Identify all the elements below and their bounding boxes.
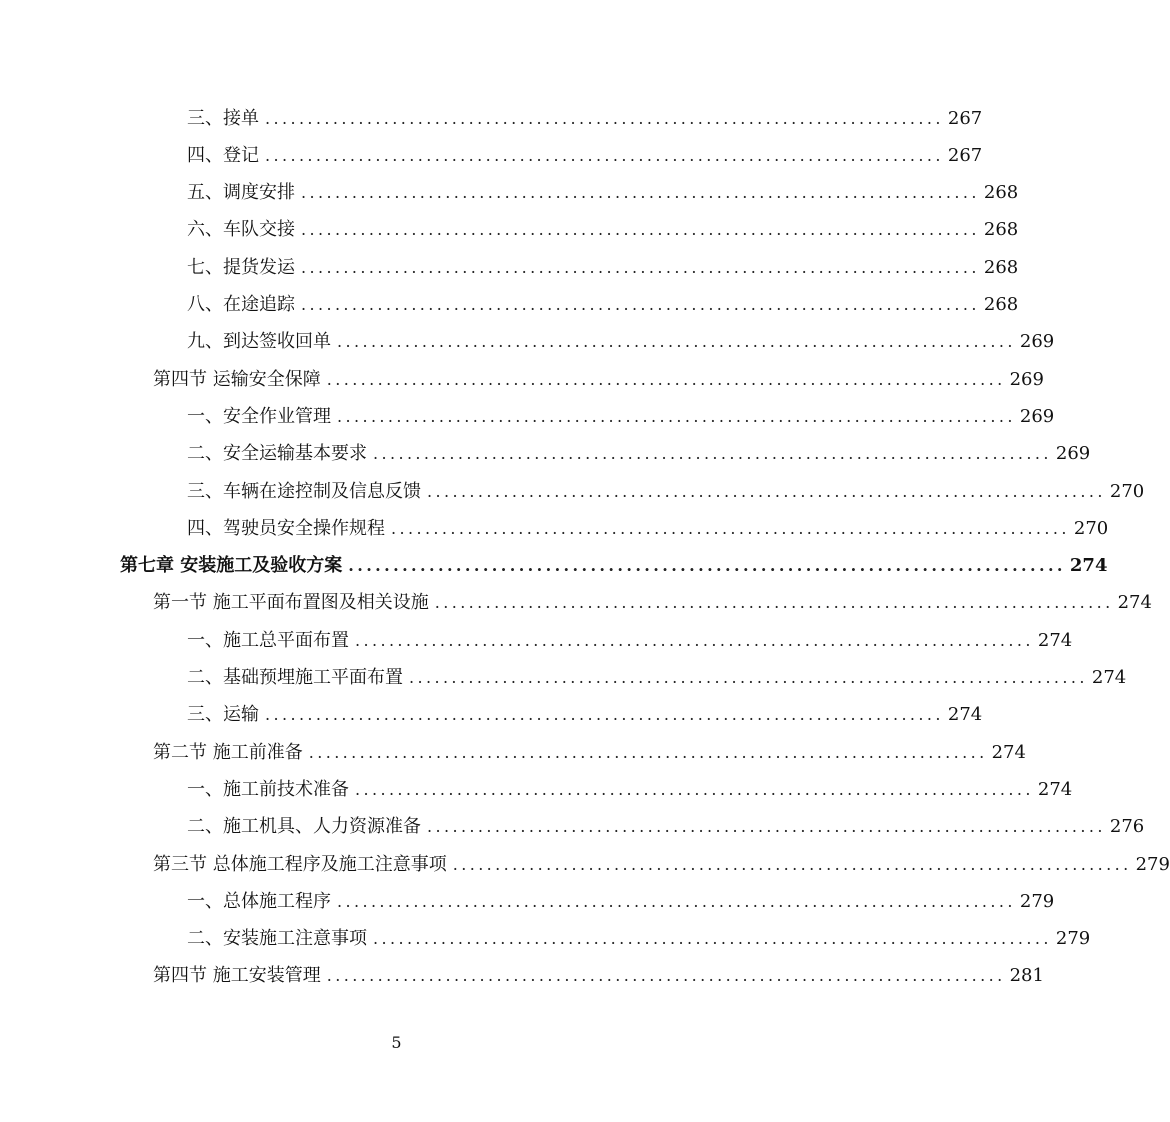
toc-entry-label: 三、运输 (187, 704, 259, 726)
toc-leader-dots: ................................................................................ (326, 966, 1006, 986)
toc-entry[interactable] (187, 473, 1145, 510)
toc-entry-page: 274 (947, 704, 983, 726)
toc-entry-label: 第二节 施工前准备 (153, 741, 303, 763)
toc-entry-label: 第四节 运输安全保障 (153, 368, 321, 390)
toc-entry-label: 二、基础预埋施工平面布置 (187, 667, 403, 688)
toc-leader-dots: ................................................................................ (373, 444, 1052, 464)
toc-entry-page: 269 (1019, 405, 1055, 427)
toc-entry[interactable] (153, 958, 1044, 995)
toc-entry[interactable] (153, 846, 1170, 883)
toc-leader-dots: ................................................................................ (265, 145, 944, 165)
toc-entry-page: 279 (1135, 853, 1170, 875)
toc-entry-page: 269 (1055, 443, 1091, 465)
toc-entry-page: 276 (1109, 816, 1145, 838)
toc-entry-page: 279 (1019, 890, 1055, 912)
toc-entry-label: 第一节 施工平面布置图及相关设施 (153, 592, 429, 614)
toc-entry-label: 第三节 总体施工程序及施工注意事项 (153, 853, 447, 875)
toc-entry-label: 四、登记 (187, 144, 259, 166)
toc-entry[interactable] (187, 697, 983, 734)
toc-entry-page: 274 (1091, 667, 1127, 688)
toc-entry[interactable] (153, 734, 1026, 771)
toc-leader-dots: ................................................................................ (409, 668, 1088, 687)
toc-leader-dots: ................................................................................ (427, 817, 1106, 837)
toc-entry-label: 二、安全运输基本要求 (187, 443, 367, 465)
toc-entry-page: 274 (1069, 555, 1108, 577)
toc-entry-page: 268 (983, 219, 1019, 241)
toc-entry-page: 274 (1037, 629, 1073, 651)
toc-entry[interactable] (187, 660, 1127, 697)
toc-entry-page: 270 (1073, 517, 1109, 539)
toc-entry[interactable] (187, 809, 1145, 846)
toc-entry-label: 三、接单 (187, 107, 259, 129)
toc-entry[interactable] (187, 137, 983, 174)
toc-leader-dots: ................................................................................ (265, 108, 944, 128)
toc-leader-dots: ................................................................................ (265, 705, 944, 725)
toc-entry[interactable] (187, 175, 1019, 212)
toc-entry-page: 268 (983, 294, 1019, 315)
toc-entry-page: 281 (1009, 965, 1044, 987)
toc-entry-label: 五、调度安排 (187, 182, 295, 204)
toc-entry-page: 274 (991, 741, 1026, 763)
toc-entry-page: 267 (947, 107, 983, 129)
toc-leader-dots: ................................................................................ (337, 332, 1016, 352)
toc-entry-label: 四、驾驶员安全操作规程 (187, 517, 385, 539)
toc-entry-label: 七、提货发运 (187, 256, 295, 278)
toc-entry[interactable] (187, 287, 1019, 324)
toc-leader-dots: ................................................................................ (373, 929, 1052, 949)
toc-entry-label: 一、施工总平面布置 (187, 629, 349, 651)
toc-leader-dots: ................................................................................ (301, 257, 980, 277)
toc-entry-label: 九、到达签收回单 (187, 331, 331, 353)
toc-leader-dots: ................................................................................ (308, 742, 988, 762)
toc-entry-page: 279 (1055, 928, 1091, 950)
toc-leader-dots: ................................................................................ (301, 183, 980, 203)
toc-leader-dots: ................................................................................ (337, 891, 1016, 911)
toc-leader-dots: ................................................................................ (391, 518, 1070, 538)
toc-entry-label: 第七章 安装施工及验收方案 (120, 555, 343, 577)
toc-entry[interactable] (187, 398, 1055, 435)
toc-leader-dots: ................................................................................ (301, 220, 980, 240)
toc-entry-page: 274 (1037, 778, 1073, 800)
toc-entry-page: 268 (983, 256, 1019, 278)
toc-leader-dots: ................................................................................ (301, 295, 980, 314)
toc-entry[interactable] (187, 212, 1019, 249)
toc-entry-label: 一、安全作业管理 (187, 405, 331, 427)
toc-entry[interactable] (187, 921, 1091, 958)
toc-leader-dots: ................................................................................ (434, 593, 1114, 613)
toc-entry-label: 三、车辆在途控制及信息反馈 (187, 480, 421, 502)
toc-leader-dots: ................................................................................ (427, 481, 1106, 501)
toc-entry-label: 六、车队交接 (187, 219, 295, 241)
toc-entry-page: 274 (1117, 592, 1152, 614)
toc-entry-label: 八、在途追踪 (187, 294, 295, 315)
toc-entry[interactable] (187, 249, 1019, 286)
toc-entry[interactable] (187, 883, 1055, 920)
toc-leader-dots: ................................................................................ (348, 556, 1066, 576)
toc-entry-page: 267 (947, 144, 983, 166)
toc-entry[interactable] (187, 510, 1109, 547)
toc-entry[interactable] (120, 548, 1108, 585)
toc-leader-dots: ................................................................................ (452, 854, 1132, 874)
toc-entry-label: 二、安装施工注意事项 (187, 928, 367, 950)
toc-entry-label: 一、施工前技术准备 (187, 778, 349, 800)
toc-leader-dots: ................................................................................ (326, 369, 1006, 389)
toc-entry-label: 一、总体施工程序 (187, 890, 331, 912)
toc-leader-dots: ................................................................................ (337, 406, 1016, 426)
toc-entry[interactable] (187, 771, 1073, 808)
toc-entry[interactable] (187, 100, 983, 137)
toc-leader-dots: ................................................................................ (355, 779, 1034, 799)
toc-entry[interactable] (187, 622, 1073, 659)
toc-entry-page: 270 (1109, 480, 1145, 502)
toc-entry[interactable] (187, 324, 1055, 361)
toc-entry-label: 第四节 施工安装管理 (153, 965, 321, 987)
toc-entry-page: 268 (983, 182, 1019, 204)
toc-entry-page: 269 (1019, 331, 1055, 353)
toc-entry-page: 269 (1009, 368, 1044, 390)
toc-entry-label: 二、施工机具、人力资源准备 (187, 816, 421, 838)
page-number: 5 (391, 1033, 402, 1052)
toc-entry[interactable] (153, 585, 1152, 622)
toc-entry[interactable] (153, 361, 1044, 398)
toc-leader-dots: ................................................................................ (355, 630, 1034, 650)
toc-entry[interactable] (187, 436, 1091, 473)
